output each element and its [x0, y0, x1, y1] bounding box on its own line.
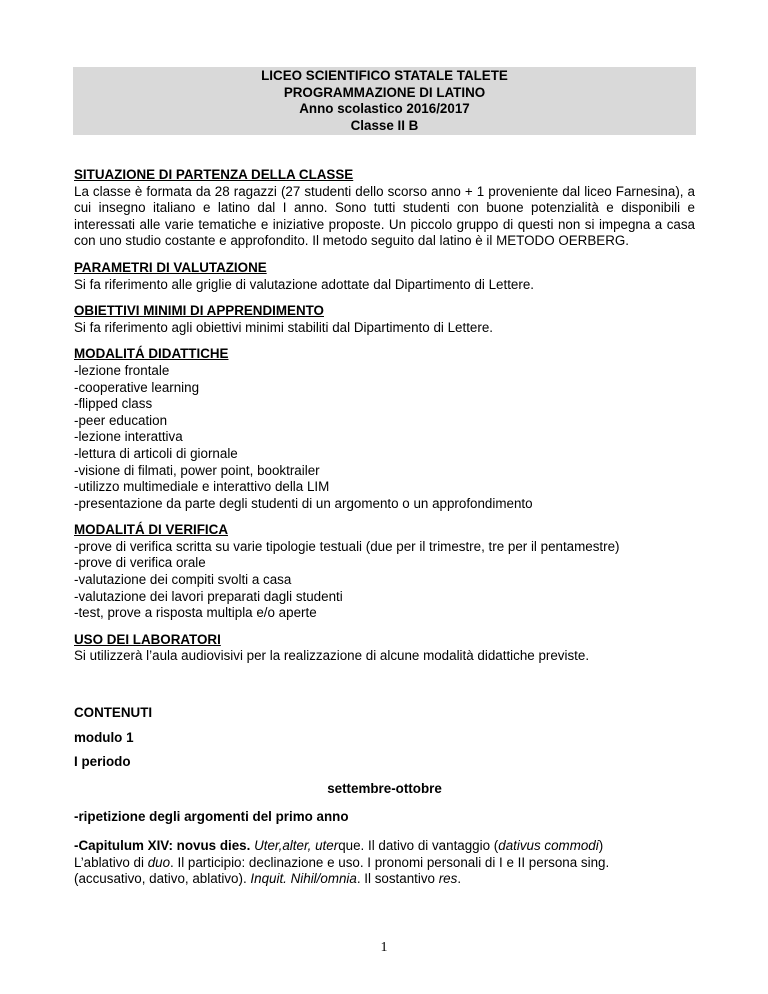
- periodo-label: I periodo: [74, 754, 131, 770]
- list-item: -test, prove a risposta multipla e/o aperte: [74, 605, 317, 621]
- list-item: -lezione frontale: [74, 362, 170, 378]
- capitulum-text: que. Il dativo di vantaggio (: [338, 838, 499, 853]
- list-item: -prove di verifica scritta su varie tipologie testuali (due per il trimestre, tre per il pentamestre): [74, 538, 620, 554]
- list-item: -prove di verifica orale: [74, 555, 206, 571]
- parametri-title: PARAMETRI DI VALUTAZIONE: [74, 259, 267, 275]
- capitulum-text: duo: [147, 854, 171, 870]
- capitulum-text: L’ablativo di: [74, 854, 148, 870]
- school-name: LICEO SCIENTIFICO STATALE TALETE: [261, 68, 508, 83]
- document-body: [74, 167, 695, 888]
- capitulum-text: Uter,alter, uter: [254, 838, 339, 853]
- document-header: [73, 67, 696, 135]
- situazione-title: SITUAZIONE DI PARTENZA DELLA CLASSE: [74, 167, 354, 182]
- laboratori-text: Si utilizzerà l’aula audiovisivi per la realizzazione di alcune modalità didattiche previste.: [74, 648, 590, 664]
- laboratori-title: USO DEI LABORATORI: [74, 631, 221, 647]
- list-item: -lettura di articoli di giornale: [74, 445, 238, 461]
- class-name: Classe II B: [350, 117, 419, 133]
- capitulum-text: dativus commodi: [498, 838, 599, 853]
- modalita-didattiche-list: [74, 363, 695, 512]
- capitulum-text: .: [457, 871, 462, 887]
- parametri-text: Si fa riferimento alle griglie di valutazione adottate dal Dipartimento di Lettere.: [74, 276, 534, 292]
- list-item: -peer education: [74, 412, 168, 428]
- list-item: -flipped class: [74, 396, 153, 412]
- ripetizione-item: -ripetizione degli argomenti del primo anno: [74, 809, 349, 825]
- capitulum-text: . Il sostantivo: [356, 871, 439, 887]
- program-title: PROGRAMMAZIONE DI LATINO: [283, 84, 486, 100]
- page-number: 1: [380, 940, 388, 955]
- modalita-verifica-list: [74, 539, 695, 622]
- modulo-label: modulo 1: [74, 729, 134, 745]
- capitulum-paragraph: [74, 838, 695, 888]
- list-item: -utilizzo multimediale e interattivo della LIM: [74, 479, 330, 495]
- contenuti-title: CONTENUTI: [74, 705, 153, 721]
- school-year: Anno scolastico 2016/2017: [299, 101, 470, 117]
- obiettivi-text: Si fa riferimento agli obiettivi minimi stabiliti dal Dipartimento di Lettere.: [74, 319, 494, 335]
- capitulum-text: (accusativo, dativo, ablativo).: [74, 871, 251, 887]
- modalita-didattiche-title: MODALITÁ DIDATTICHE: [74, 346, 229, 362]
- list-item: -visione di filmati, power point, booktrailer: [74, 462, 320, 478]
- capitulum-text: Inquit. Nihil/omnia: [250, 871, 357, 887]
- capitulum-title: -Capitulum XIV: novus dies.: [74, 838, 251, 853]
- list-item: -valutazione dei lavori preparati dagli studenti: [74, 588, 343, 604]
- list-item: -cooperative learning: [74, 379, 200, 395]
- capitulum-text: res: [438, 871, 458, 887]
- capitulum-text: . Il participio: declinazione e uso. I pronomi personali di I e II persona sing.: [170, 854, 610, 870]
- situazione-text: La classe è formata da 28 ragazzi (27 studenti dello scorso anno + 1 proveniente dal liceo Farnesina), a cui insegno italiano e latino dal I anno. Sono tutti studenti con buone potenzialità e disponibili e interessati alle varie tematiche e iniziative proposte. Un piccolo gruppo di questi non si impegna a casa con uno studio costante e approfondito. Il metodo seguito dal latino è il METODO OERBERG.: [74, 183, 695, 249]
- list-item: -valutazione dei compiti svolti a casa: [74, 572, 292, 588]
- modalita-verifica-title: MODALITÁ DI VERIFICA: [74, 522, 228, 538]
- period-months: settembre-ottobre: [327, 780, 442, 796]
- list-item: -presentazione da parte degli studenti di un argomento o un approfondimento: [74, 495, 533, 511]
- obiettivi-title: OBIETTIVI MINIMI DI APPRENDIMENTO: [74, 303, 324, 319]
- list-item: -lezione interattiva: [74, 429, 183, 445]
- capitulum-text: ): [598, 838, 604, 853]
